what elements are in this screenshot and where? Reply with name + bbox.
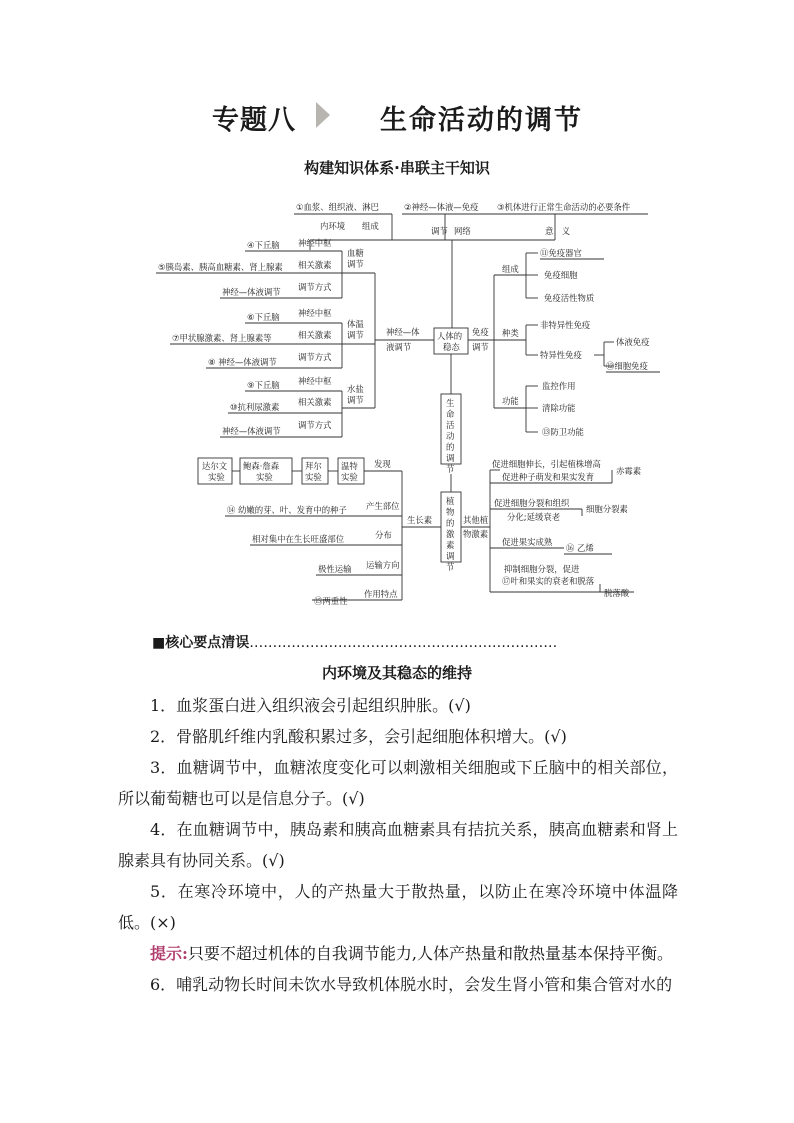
oh-aba-line1: 抑制细胞分裂，促进 (504, 564, 580, 574)
statement-item: 6．哺乳动物长时间未饮水导致机体脱水时，会发生肾小管和集合管对水的 (150, 975, 673, 994)
svg-text:物: 物 (446, 507, 455, 517)
svg-text:的: 的 (446, 518, 455, 528)
center-homeostasis-2: 稳态 (443, 342, 460, 352)
auxin-transport: 运输方向 (366, 560, 400, 570)
svg-text:植: 植 (446, 496, 455, 506)
svg-text:激: 激 (446, 529, 455, 539)
auxin-production-site: 产生部位 (366, 501, 400, 511)
ws-label-1: 水盐 (347, 384, 364, 394)
label-inner-env: 内环境 (320, 221, 346, 231)
center-plant-hormone (446, 496, 455, 561)
top-node-3: ③机体进行正常生命活动的必要条件 (497, 202, 631, 212)
oh-label-2: 物激素 (463, 529, 489, 539)
exp-darwin-1: 达尔文 (202, 461, 228, 471)
oh-eth-line: 促进果实成熟 (502, 537, 553, 547)
bt-label-1: 体温 (347, 319, 364, 329)
ws-label-2: 调节 (347, 395, 364, 405)
imm-specific: 特异性免疫 (540, 350, 582, 360)
oh-aba: 脱落酸 (604, 588, 630, 598)
center-homeostasis-1: 人体的 (437, 331, 463, 341)
imm-clear: 清除功能 (542, 403, 576, 413)
imm-humoral: 体液免疫 (616, 337, 650, 347)
svg-text:的: 的 (446, 442, 455, 452)
exp-paal-2: 实验 (305, 472, 322, 482)
bt-neural-center: 神经中枢 (298, 308, 332, 318)
auxin-feature: 作用特点 (364, 589, 398, 599)
imm-nonspecific: 非特异性免疫 (540, 320, 591, 330)
auxin-distribution: 分布 (375, 530, 392, 540)
oh-gib: 赤霉素 (616, 466, 642, 476)
bt-node-7: ⑦甲状腺激素、肾上腺素等 (172, 333, 272, 343)
bt-node-6: ⑥下丘脑 (247, 312, 280, 322)
exp-went-1: 温特 (341, 461, 358, 471)
auxin-discover: 发现 (374, 459, 391, 469)
label-network-top: 网络 (454, 226, 471, 236)
svg-text:生: 生 (446, 398, 455, 408)
imm-node-12: ⑫细胞免疫 (606, 361, 648, 371)
oh-label-1: 其他植 (463, 515, 489, 525)
oh-gib-line2: 促进种子萌发和果实发育 (502, 472, 595, 482)
svg-text:活: 活 (446, 420, 455, 430)
ws-mode: 神经—体液调节 (222, 426, 281, 436)
oh-gib-line1: 促进细胞伸长，引起植株增高 (492, 459, 601, 469)
imm-monitor: 监控作用 (542, 381, 576, 391)
ws-neural-center: 神经中枢 (298, 376, 332, 386)
bs-node-5: ⑤胰岛素、胰高血糖素、肾上腺素 (158, 262, 283, 272)
oh-cyto: 细胞分裂素 (586, 504, 628, 514)
svg-text:调: 调 (446, 551, 455, 561)
label-immune-1: 免疫 (472, 327, 489, 337)
ws-related-hormone: 相关激素 (298, 397, 332, 407)
ws-node-10: ⑩抗利尿激素 (230, 402, 280, 412)
statement-item: 3．血糖调节中，血糖浓度变化可以刺激相关细胞或下丘脑中的相关部位，所以葡萄糖也可以是信息分子。(√) (118, 758, 678, 808)
bt-reg-mode: 调节方式 (298, 352, 332, 362)
section-head-label: ■核心要点清误 (152, 635, 250, 651)
auxin-distribution-text: 相对集中在生长旺盛部位 (252, 534, 345, 544)
bs-node-4: ④下丘脑 (247, 240, 280, 250)
label-immune-2: 调节 (472, 342, 489, 352)
exp-darwin-2: 实验 (208, 472, 225, 482)
statement-list (118, 690, 678, 1000)
oh-aba-line2: ⑰叶和果实的衰老和脱落 (502, 576, 595, 586)
center-life-reg-end: 节 (446, 464, 455, 474)
bs-label-1: 血糖 (347, 248, 364, 258)
topic-title: 生命活动的调节 (380, 105, 583, 136)
auxin-node-14: ⑭ 幼嫩的芽、叶、发育中的种子 (227, 505, 347, 515)
imm-functions: 功能 (502, 396, 519, 406)
exp-went-2: 实验 (341, 472, 358, 482)
svg-text:动: 动 (446, 431, 455, 441)
bs-label-2: 调节 (347, 259, 364, 269)
bt-node-8: ⑧ 神经—体液调节 (208, 357, 277, 367)
top-node-2: ②神经—体液—免疫 (404, 202, 479, 212)
bs-related-hormone: 相关激素 (298, 260, 332, 270)
imm-node-11: ⑪免疫器官 (540, 248, 582, 258)
imm-composition: 组成 (502, 264, 519, 274)
imm-substances: 免疫活性物质 (544, 293, 595, 303)
imm-node-13: ⑬防卫功能 (542, 427, 584, 437)
top-node-1: ①血浆、组织液、淋巴 (296, 202, 379, 212)
bs-reg-mode: 调节方式 (298, 282, 332, 292)
label-neuro-humoral-1: 神经—体 (386, 327, 420, 337)
hint-text: 只要不超过机体的自我调节能力,人体产热量和散热量基本保持平衡。 (187, 944, 674, 963)
oh-cyto-line1: 促进细胞分裂和组织 (494, 498, 570, 508)
imm-cells: 免疫细胞 (544, 270, 578, 280)
statement-item: 5．在寒冷环境中，人的产热量大于散热量，以防止在寒冷环境中体温降低。(×) (118, 882, 678, 932)
exp-paal-1: 拜尔 (305, 461, 322, 471)
bt-related-hormone: 相关激素 (298, 330, 332, 340)
ws-reg-mode: 调节方式 (298, 420, 332, 430)
statement-item: 2．骨骼肌纤维内乳酸积累过多，会引起细胞体积增大。(√) (150, 727, 567, 746)
bt-label-2: 调节 (347, 330, 364, 340)
center-plant-hormone-end: 节 (446, 562, 455, 572)
label-regulation-top: 调节 (431, 226, 448, 236)
bs-mode: 神经—体液调节 (222, 287, 281, 297)
section-heading (152, 632, 557, 652)
statement-item: 1．血浆蛋白进入组织液会引起组织肿胀。(√) (150, 696, 471, 715)
topic-label: 专题八 (212, 105, 296, 136)
section-title: 内环境及其稳态的维持 (321, 664, 472, 682)
exp-boysen-2: 实验 (256, 472, 273, 482)
svg-text:命: 命 (446, 409, 455, 419)
auxin-node-15: ⑮两重性 (314, 596, 348, 606)
bs-neural-center: 神经中枢 (298, 238, 332, 248)
exp-boysen-1: 鲍森·詹森 (243, 461, 280, 471)
auxin-label: 生长素 (407, 515, 433, 525)
svg-text:调: 调 (446, 453, 455, 463)
label-neuro-humoral-2: 液调节 (386, 342, 412, 352)
subtitle: 构建知识体系·串联主干知识 (304, 159, 490, 177)
oh-cyto-line2: 分化;延缓衰老 (507, 512, 561, 522)
hint-paragraph (118, 938, 678, 969)
statement-item: 4．在血糖调节中，胰岛素和胰高血糖素具有拮抗关系，胰高血糖素和肾上腺素具有协同关系。(√) (118, 820, 678, 870)
section-head-dots: ………………………………………………………… (249, 635, 558, 651)
svg-text:素: 素 (446, 540, 455, 550)
auxin-polar: 极性运输 (318, 564, 352, 574)
label-meaning-top: 意 义 (545, 226, 571, 236)
ws-node-9: ⑨下丘脑 (247, 380, 280, 390)
hint-label: 提示: (150, 944, 188, 963)
center-life-reg (446, 398, 455, 463)
label-composition-top: 组成 (362, 221, 379, 231)
imm-types: 种类 (502, 328, 519, 338)
oh-node-16: ⑯ 乙烯 (566, 543, 594, 553)
